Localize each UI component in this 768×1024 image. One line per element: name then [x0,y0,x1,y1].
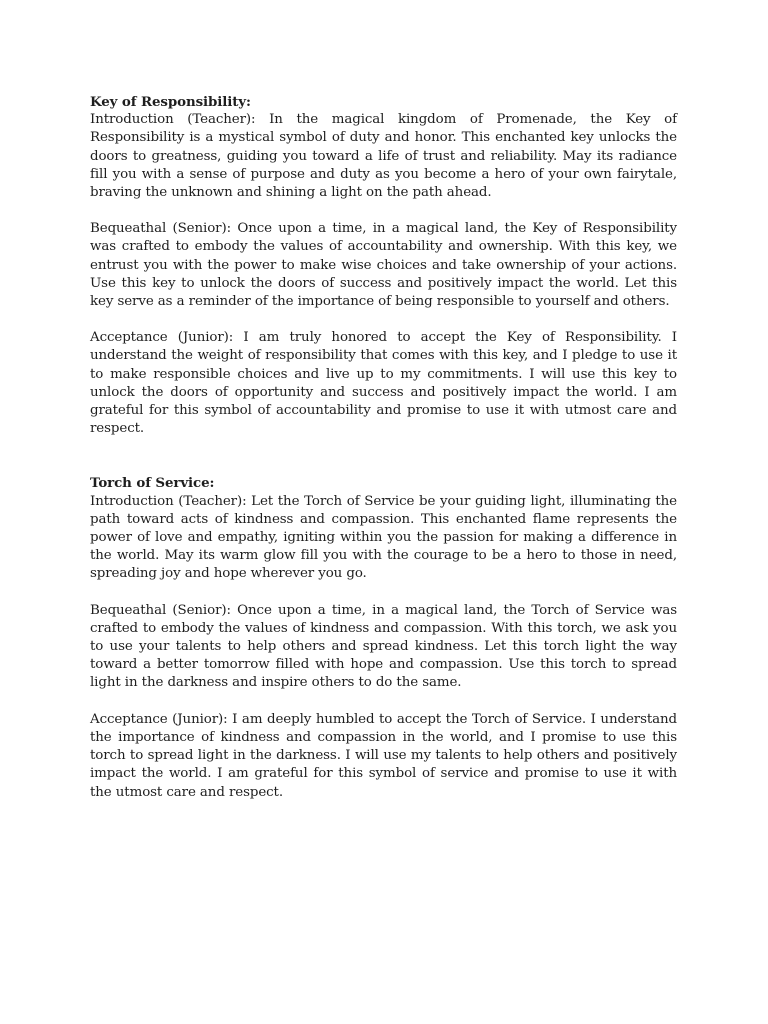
section-title: Torch of Service: [90,475,215,492]
section-key-of-responsibility [90,93,677,438]
paragraph-spacer [90,693,677,711]
paragraph-acceptance-junior: Acceptance (Junior): I am deeply humbled to accept the Torch of Service. I understand the importance of kindness and compassion in the world, and I promise to use this torch to spread light in the darkness. I will use my talents to help others and positively impact the world. I am grateful for this symbol of service and promise to use it with the utmost care and respect. [90,711,677,800]
paragraph-introduction-teacher: Introduction (Teacher): In the magical kingdom of Promenade, the Key of Responsibility is a mystical symbol of duty and honor. This enchanted key unlocks the doors to greatness, guiding you toward a life of trust and reliability. May its radiance fill you with a sense of purpose and duty as you become a hero of your own fairytale, braving the unknown and shining a light on the path ahead. [90,112,677,201]
paragraph-spacer [90,311,677,329]
paragraph-bequeathal-senior: Bequeathal (Senior): Once upon a time, in a magical land, the Key of Responsibility was crafted to embody the values of accountability and ownership. With this key, we entrust you with the power to make wise choices and take ownership of your actions. Use this key to unlock the doors of success and positively impact the world. Let this key serve as a reminder of the importance of being responsible to yourself and others. [90,221,677,310]
document-page [90,93,677,802]
paragraph-acceptance-junior: Acceptance (Junior): I am truly honored to accept the Key of Responsibility. I understand the weight of responsibility that comes with this key, and I pledge to use it to make responsible choices and live up to my commitments. I will use this key to unlock the doors of opportunity and success and positively impact the world. I am grateful for this symbol of accountability and promise to use it with utmost care and respect. [90,330,677,437]
paragraph-introduction-teacher: Introduction (Teacher): Let the Torch of Service be your guiding light, illuminating the path toward acts of kindness and compassion. This enchanted flame represents the power of love and empathy, igniting within you the passion for making a difference in the world. May its warm glow fill you with the courage to be a hero to those in need, spreading joy and hope wherever you go. [90,493,677,582]
paragraph-spacer [90,202,677,220]
section-torch-of-service [90,474,677,801]
section-spacer [90,438,677,474]
paragraph-spacer [90,584,677,602]
section-title: Key of Responsibility: [90,94,251,110]
paragraph-bequeathal-senior: Bequeathal (Senior): Once upon a time, in a magical land, the Torch of Service was crafted to embody the values of kindness and compassion. With this torch, we ask you to use your talents to help others and spread kindness. Let this torch light the way toward a better tomorrow filled with hope and compassion. Use this torch to spread light in the darkness and inspire others to do the same. [90,602,677,691]
